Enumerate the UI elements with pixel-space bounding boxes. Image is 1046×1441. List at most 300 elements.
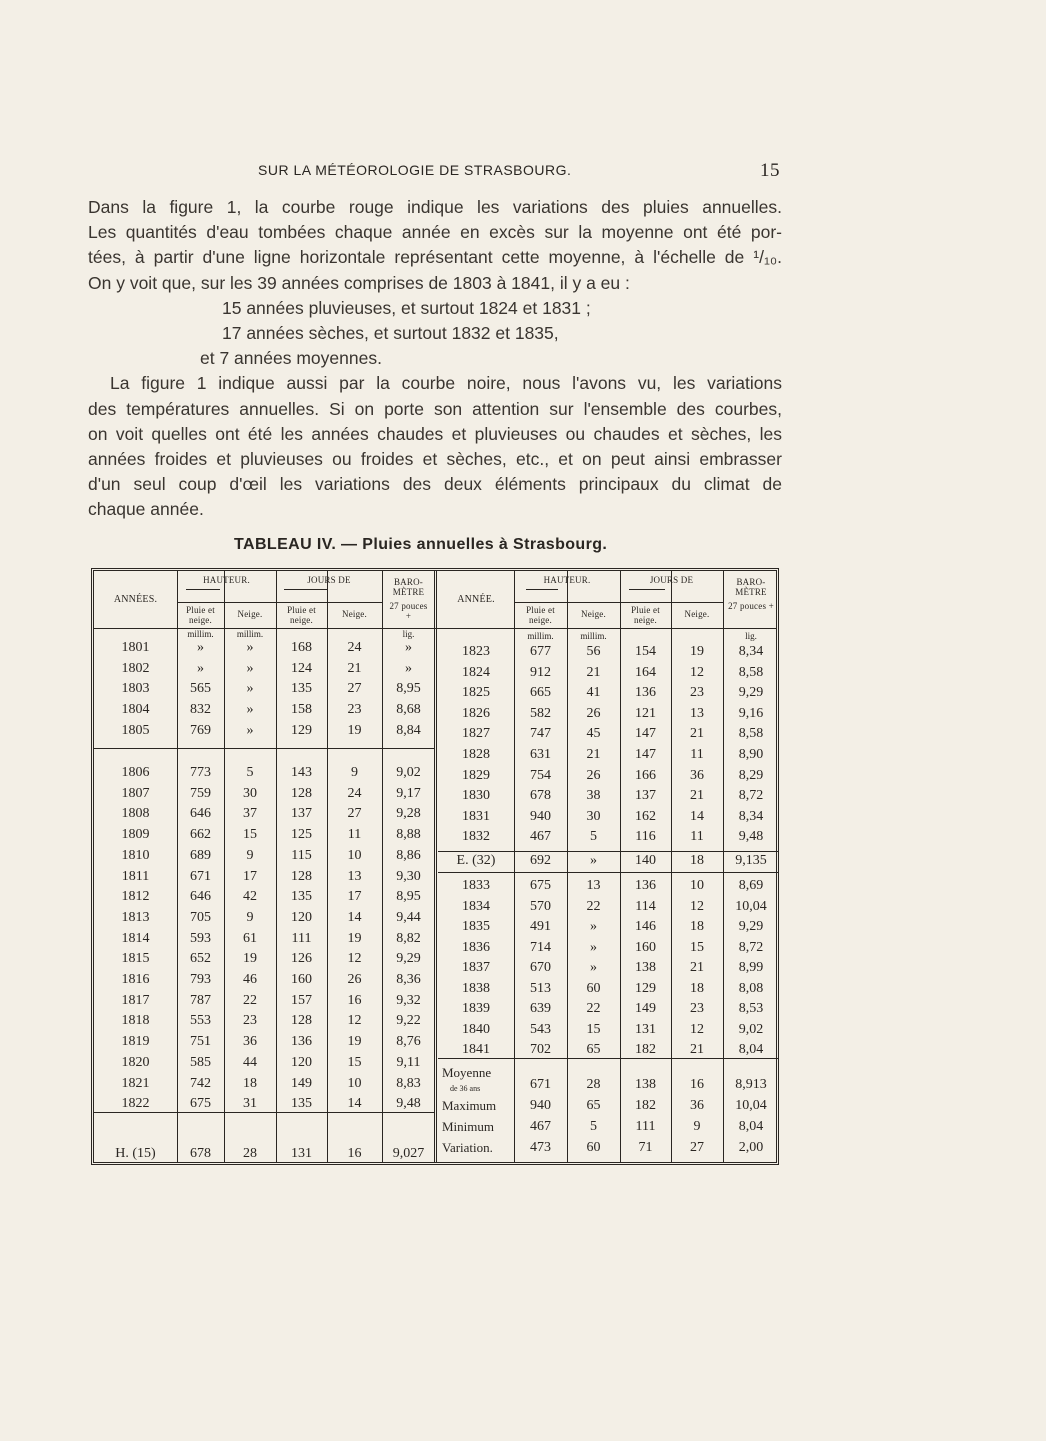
jours-de-header: JOURS DE (649, 575, 694, 585)
left-row-j1: 135 (291, 1096, 312, 1112)
right-row-j2: 12 (690, 1021, 704, 1037)
left-row-y: 1816 (121, 972, 150, 987)
left-row-y: 1811 (121, 868, 150, 884)
left-row-y: 1806 (121, 765, 150, 780)
right-row-b: 9,29 (738, 685, 764, 701)
left-row-j1: 120 (291, 909, 312, 925)
right-row-b: 10,04 (735, 898, 767, 914)
left-row-j1: 120 (291, 1054, 312, 1070)
left-row-j1: 128 (291, 1013, 312, 1029)
right-row-h2: 30 (586, 808, 601, 824)
right-row-y: 1839 (462, 1001, 490, 1016)
right-row-j1: 154 (635, 644, 656, 659)
right-row-h2: » (590, 853, 597, 868)
left-row-b: » (405, 640, 412, 655)
left-row-b: » (405, 660, 412, 676)
right-row-y: 1823 (462, 644, 490, 659)
left-row-h1: 585 (190, 1054, 211, 1070)
right-row-j2: 18 (690, 853, 704, 868)
right-row-h1: 639 (530, 1001, 551, 1016)
left-row-b: 8,95 (396, 889, 421, 905)
left-row-j1: 126 (291, 951, 312, 967)
right-row-y: 1827 (462, 726, 490, 742)
left-row-j2: 16 (347, 992, 362, 1008)
right-row-j2: 18 (690, 919, 704, 934)
right-row-b: 8,72 (738, 788, 764, 804)
list-item: 15 années pluvieuses, et surtout 1824 et 1831 ; (222, 297, 591, 318)
barometre-sub-header: 27 pouces + (389, 601, 428, 621)
right-row-b: 8,08 (738, 980, 764, 996)
left-row-b: 9,22 (396, 1013, 421, 1029)
summary-maximum-b: 10,04 (735, 1098, 767, 1113)
left-row-y: 1810 (121, 847, 150, 863)
right-row-j2: 19 (690, 644, 704, 659)
left-row-h2: 31 (243, 1096, 257, 1112)
neige-header: Neige. (684, 609, 710, 619)
right-row-b: 8,72 (738, 939, 764, 955)
left-row-j2: 12 (347, 951, 362, 967)
left-row-y: 1821 (121, 1075, 150, 1091)
text-line: d'un seul coup d'œil les variations des deux éléments principaux du climat de (88, 474, 782, 495)
right-row-j1: 140 (635, 853, 656, 868)
right-row-b: 8,34 (738, 808, 764, 824)
left-row-j2: 24 (347, 640, 362, 655)
right-row-j2: 12 (690, 664, 704, 680)
left-row-b: 8,88 (396, 827, 421, 843)
summary-minimum-j2: 9 (693, 1119, 701, 1134)
right-row-j1: 138 (635, 960, 656, 975)
left-row-j1: 160 (291, 972, 312, 987)
barometre-sub-header: 27 pouces + (728, 601, 774, 611)
left-row-b: 8,82 (396, 930, 421, 946)
right-row-h1: 491 (530, 919, 551, 934)
right-row-h2: 22 (586, 898, 601, 914)
left-row-h2: 22 (243, 992, 257, 1008)
left-row-h1: 646 (190, 806, 211, 822)
right-row-y: 1825 (462, 685, 490, 701)
pluie-neige-header: Pluie et neige. (631, 605, 660, 625)
right-row-j1: 129 (635, 980, 656, 996)
right-row-j1: 131 (635, 1021, 656, 1037)
right-row-y: 1828 (462, 747, 490, 762)
left-row-y: 1808 (121, 806, 150, 822)
right-row-h2: » (590, 919, 597, 934)
right-row-j1: 121 (635, 705, 656, 721)
neige-header: Neige. (342, 609, 367, 619)
hauteur-header: HAUTEUR. (203, 575, 250, 585)
right-row-y: 1835 (462, 919, 490, 934)
left-row-b: 9,11 (396, 1054, 421, 1070)
summary-variation-h2: 60 (586, 1140, 601, 1155)
right-row-y: 1826 (462, 705, 490, 721)
right-row-b: 8,58 (738, 664, 764, 680)
right-row-h2: 60 (586, 980, 601, 996)
left-total-b: 9,027 (392, 1146, 425, 1161)
left-row-j1: 128 (291, 868, 312, 884)
right-row-j1: 162 (635, 808, 656, 824)
left-row-h1: 705 (190, 909, 211, 925)
right-row-j2: 13 (690, 705, 704, 721)
summary-minimum-b: 8,04 (738, 1119, 764, 1134)
right-row-j1: 147 (635, 747, 656, 762)
text-line: On y voit que, sur les 39 années comprises de 1803 à 1841, il y a eu : (88, 272, 630, 293)
annee-header: ANNÉE. (457, 594, 495, 605)
left-row-j1: 168 (291, 640, 312, 655)
right-row-j2: 36 (690, 767, 704, 783)
left-row-h1: 787 (190, 992, 211, 1008)
right-row-h2: 26 (586, 705, 601, 721)
section-rule (94, 748, 434, 749)
left-row-h2: 23 (243, 1013, 257, 1029)
left-row-h2: 61 (243, 930, 257, 946)
left-row-j1: 135 (291, 681, 312, 697)
right-row-j1: 114 (635, 898, 656, 914)
right-row-h2: 41 (586, 685, 601, 701)
left-row-j2: 14 (347, 909, 362, 925)
text-line: La figure 1 indique aussi par la courbe noire, nous l'avons vu, les variations (110, 373, 782, 394)
left-row-y: 1805 (121, 722, 150, 738)
right-row-j2: 21 (690, 1042, 704, 1057)
left-row-j1: 124 (291, 660, 312, 676)
right-row-y: 1832 (462, 829, 490, 845)
left-row-y: 1817 (121, 992, 150, 1008)
right-row-y: E. (32) (456, 853, 496, 868)
left-row-b: 9,29 (396, 951, 421, 967)
right-row-h1: 670 (530, 960, 551, 975)
right-row-h2: » (590, 960, 597, 975)
left-row-j2: 24 (347, 785, 362, 801)
text-line: chaque année. (88, 499, 204, 520)
left-row-j2: 19 (347, 1034, 362, 1050)
left-row-b: 8,36 (396, 972, 421, 987)
text-line: Les quantités d'eau tombées chaque année en excès sur la moyenne ont été por- (88, 222, 782, 243)
right-row-b: 9,135 (735, 853, 767, 868)
barometre-header: BARO- MÈTRE (392, 577, 425, 597)
left-row-h1: 646 (190, 889, 211, 905)
list-item: et 7 années moyennes. (200, 348, 382, 369)
right-row-b: 9,16 (738, 705, 764, 721)
left-row-h1: 769 (190, 722, 211, 738)
left-row-h1: 671 (190, 868, 211, 884)
right-row-j1: 137 (635, 788, 656, 804)
annees-header: ANNÉES. (113, 594, 158, 605)
left-row-j1: 115 (291, 847, 312, 863)
header-sub-rule (177, 602, 276, 603)
right-row-y: 1824 (462, 664, 490, 680)
left-row-h1: » (197, 660, 204, 676)
left-row-j2: 10 (347, 847, 362, 863)
left-total-h2: 28 (243, 1146, 257, 1161)
left-row-j1: 135 (291, 889, 312, 905)
summary-maximum-h2: 65 (586, 1098, 601, 1113)
barometre-header: BARO- MÈTRE (735, 577, 767, 597)
right-row-h1: 912 (530, 664, 551, 680)
header-span-rule (526, 589, 558, 590)
left-row-j2: 9 (351, 765, 358, 780)
left-row-b: 9,32 (396, 992, 421, 1008)
right-row-y: 1834 (462, 898, 490, 914)
right-row-j1: 164 (635, 664, 656, 680)
left-row-h2: 36 (243, 1034, 257, 1050)
moyenne-sub-label: de 36 ans (450, 1084, 481, 1093)
left-total-j2: 16 (347, 1146, 362, 1161)
left-row-j1: 111 (291, 930, 312, 946)
text-line: années froides et pluvieuses ou froides et sèches, etc., et on peut ainsi embrasser (88, 448, 782, 469)
summary-moyenne-j2: 16 (690, 1077, 704, 1092)
right-row-h1: 631 (530, 747, 551, 762)
right-row-h1: 675 (530, 878, 551, 893)
left-total-h1: 678 (190, 1146, 211, 1161)
header-title: SUR LA MÉTÉOROLOGIE DE STRASBOURG. (258, 162, 572, 178)
left-row-h2: 42 (243, 889, 257, 905)
left-row-y: 1815 (121, 951, 150, 967)
summary-moyenne-j1: 138 (635, 1077, 656, 1092)
section-rule (438, 872, 779, 873)
unit-label: millim. (236, 629, 264, 639)
left-row-h1: 553 (190, 1013, 211, 1029)
right-row-h1: 754 (530, 767, 551, 783)
left-row-b: 9,48 (396, 1096, 421, 1112)
left-row-h1: 832 (190, 702, 211, 718)
pluie-neige-header: Pluie et neige. (526, 605, 555, 625)
right-row-j2: 15 (690, 939, 704, 955)
left-row-j2: 17 (347, 889, 362, 905)
left-row-h2: 44 (243, 1054, 257, 1070)
left-row-j2: 13 (347, 868, 362, 884)
moyenne-label: Moyenne (442, 1065, 492, 1080)
left-row-h2: » (246, 640, 254, 655)
right-row-b: 9,29 (738, 919, 764, 934)
summary-maximum-j1: 182 (635, 1098, 656, 1113)
left-row-h1: 662 (190, 827, 211, 843)
header-sub-rule (276, 602, 382, 603)
summary-variation-b: 2,00 (738, 1140, 764, 1155)
right-row-j1: 136 (635, 878, 656, 893)
left-row-j2: 12 (347, 1013, 362, 1029)
rainfall-table (91, 568, 779, 1165)
unit-label: lig. (745, 631, 757, 641)
unit-label: lig. (402, 629, 415, 639)
right-row-h1: 570 (530, 898, 551, 914)
summary-moyenne-b: 8,913 (735, 1077, 767, 1092)
left-row-b: 8,68 (396, 702, 421, 718)
left-row-j2: 27 (347, 681, 362, 697)
minimum-label: Minimum (442, 1119, 495, 1134)
right-row-y: 1838 (462, 980, 490, 996)
right-row-h1: 747 (530, 726, 551, 742)
summary-maximum-h1: 940 (530, 1098, 551, 1113)
left-row-j2: 10 (347, 1075, 362, 1091)
right-row-h1: 513 (530, 980, 551, 996)
neige-header: Neige. (237, 609, 263, 619)
right-row-b: 9,48 (738, 829, 764, 845)
left-row-y: 1807 (121, 785, 150, 801)
right-row-j1: 146 (635, 919, 656, 934)
table-title: TABLEAU IV. — Pluies annuelles à Strasbourg. (234, 536, 608, 553)
summary-minimum-h2: 5 (590, 1119, 597, 1134)
right-row-j2: 12 (690, 898, 704, 914)
left-row-y: 1820 (121, 1054, 150, 1070)
right-row-j2: 18 (690, 980, 704, 996)
left-row-j2: 14 (347, 1096, 362, 1112)
right-row-h2: 22 (586, 1001, 601, 1016)
right-row-b: 8,53 (738, 1001, 764, 1016)
right-row-h2: 21 (586, 747, 601, 762)
jours-de-header: JOURS DE (307, 575, 351, 585)
header-sub-rule (514, 602, 620, 603)
left-row-h1: 593 (190, 930, 211, 946)
left-row-h1: 675 (190, 1096, 211, 1112)
summary-minimum-j1: 111 (635, 1119, 656, 1134)
right-row-j1: 182 (635, 1042, 656, 1057)
left-row-h2: 18 (243, 1075, 257, 1091)
left-row-j1: 157 (291, 992, 312, 1008)
running-header (258, 160, 780, 181)
left-row-h1: 773 (190, 765, 211, 780)
right-row-y: 1831 (462, 808, 490, 824)
left-row-h2: 9 (246, 909, 254, 925)
left-row-j1: 149 (291, 1075, 312, 1091)
right-row-j2: 11 (690, 829, 704, 845)
left-row-b: 8,84 (396, 722, 421, 738)
right-row-h2: 38 (586, 788, 601, 804)
right-row-h1: 582 (530, 705, 551, 721)
left-row-j1: 137 (291, 806, 312, 822)
right-row-h1: 940 (530, 808, 551, 824)
left-row-j2: 11 (347, 827, 362, 843)
right-row-h2: 26 (586, 767, 601, 783)
left-row-b: 9,02 (396, 765, 421, 780)
summary-moyenne-h2: 28 (586, 1077, 601, 1092)
left-row-h1: 689 (190, 847, 211, 863)
left-row-y: 1813 (121, 909, 150, 925)
summary-variation-h1: 473 (530, 1140, 551, 1155)
right-row-b: 8,90 (738, 747, 764, 762)
left-row-b: 9,44 (396, 909, 421, 925)
right-row-h2: 13 (586, 878, 601, 893)
left-row-y: 1818 (121, 1013, 150, 1029)
left-row-y: 1814 (121, 930, 150, 946)
right-row-b: 9,02 (738, 1021, 764, 1037)
left-row-y: 1822 (121, 1096, 150, 1112)
left-row-j1: 129 (291, 722, 312, 738)
left-row-j1: 158 (291, 702, 312, 718)
left-row-j2: 21 (347, 660, 362, 676)
right-row-b: 8,29 (738, 767, 764, 783)
left-row-h2: 19 (243, 951, 257, 967)
left-row-h2: 37 (243, 806, 257, 822)
left-row-j1: 136 (291, 1034, 312, 1050)
right-row-j2: 23 (690, 685, 704, 701)
maximum-label: Maximum (442, 1098, 497, 1113)
right-row-h1: 678 (530, 788, 551, 804)
header-span-rule (629, 589, 665, 590)
left-row-h2: 17 (243, 868, 257, 884)
variation-label: Variation. (442, 1140, 493, 1155)
left-row-h1: 751 (190, 1034, 211, 1050)
right-row-h1: 665 (530, 685, 551, 701)
left-row-h2: 15 (243, 827, 257, 843)
unit-label: millim. (187, 629, 214, 639)
right-row-y: 1841 (462, 1042, 490, 1057)
left-row-j1: 143 (291, 765, 312, 780)
left-row-j2: 19 (347, 930, 362, 946)
right-row-j2: 14 (690, 808, 704, 824)
unit-label: millim. (527, 631, 554, 641)
left-row-h2: » (246, 722, 254, 738)
left-row-j1: 125 (291, 827, 312, 843)
neige-header: Neige. (581, 609, 606, 619)
left-row-j2: 27 (347, 806, 362, 822)
left-row-h2: 9 (246, 847, 254, 863)
right-row-h1: 677 (530, 644, 551, 659)
right-row-h1: 692 (530, 853, 551, 868)
summary-minimum-h1: 467 (530, 1119, 551, 1134)
right-row-h2: 5 (590, 829, 597, 845)
right-row-j1: 136 (635, 685, 656, 701)
left-row-b: 9,30 (396, 868, 421, 884)
left-row-j2: 23 (347, 702, 362, 718)
right-row-b: 8,04 (738, 1042, 764, 1057)
paragraph-1 (88, 195, 782, 522)
left-row-y: 1809 (121, 827, 150, 843)
summary-variation-j2: 27 (690, 1140, 704, 1155)
left-row-h2: 30 (243, 785, 257, 801)
left-row-h1: » (197, 640, 204, 655)
right-row-h2: 45 (586, 726, 601, 742)
left-row-b: 8,95 (396, 681, 421, 697)
hauteur-header: HAUTEUR. (543, 575, 591, 585)
right-row-j2: 10 (690, 878, 704, 893)
right-row-h1: 702 (530, 1042, 551, 1057)
left-row-h1: 793 (190, 972, 211, 987)
right-row-j1: 116 (635, 829, 656, 845)
left-row-y: 1803 (121, 681, 150, 697)
text-line: tées, à partir d'une ligne horizontale représentant cette moyenne, à l'échelle de ¹/₁₀. (88, 247, 782, 268)
left-row-y: 1801 (121, 640, 150, 655)
left-row-h1: 742 (190, 1075, 211, 1091)
right-row-j2: 21 (690, 960, 704, 975)
right-row-j1: 166 (635, 767, 656, 783)
text-line: des températures annuelles. Si on porte son attention sur l'ensemble des courbes, (88, 398, 782, 419)
left-row-b: 8,86 (396, 847, 421, 863)
left-row-b: 8,76 (396, 1034, 421, 1050)
left-row-h2: » (246, 702, 254, 718)
right-row-b: 8,58 (738, 726, 764, 742)
right-row-j2: 21 (690, 788, 704, 804)
left-row-h2: » (246, 681, 254, 697)
left-row-y: 1804 (121, 702, 150, 718)
right-row-b: 8,34 (738, 644, 764, 659)
left-row-j1: 128 (291, 785, 312, 801)
left-row-b: 9,17 (396, 785, 421, 801)
header-sub-rule (620, 602, 723, 603)
right-row-h2: 21 (586, 664, 601, 680)
summary-variation-j1: 71 (638, 1140, 653, 1155)
right-row-y: 1836 (462, 939, 490, 955)
left-total-j1: 131 (291, 1146, 312, 1161)
text-line: Dans la figure 1, la courbe rouge indique les variations des pluies annuelles. (88, 197, 782, 217)
right-row-y: 1833 (462, 878, 490, 893)
right-row-y: 1840 (462, 1021, 490, 1037)
page-number: 15 (760, 160, 780, 181)
right-row-h2: 56 (586, 644, 601, 659)
right-row-h1: 467 (530, 829, 551, 845)
right-row-j2: 11 (690, 747, 704, 762)
left-total-y: H. (15) (115, 1146, 156, 1161)
left-row-h1: 759 (190, 785, 211, 801)
right-row-j1: 160 (635, 939, 656, 955)
